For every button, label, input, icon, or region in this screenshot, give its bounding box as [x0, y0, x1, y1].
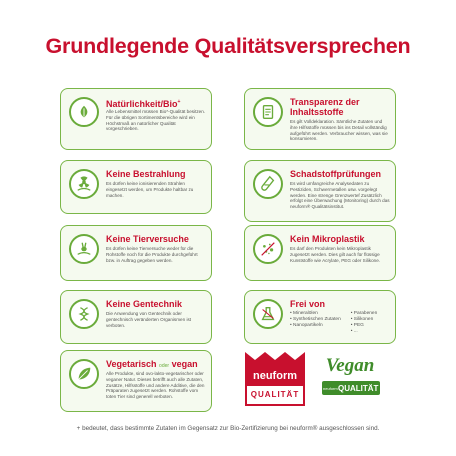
- vegan-badge: QUALITÄT: [338, 384, 379, 393]
- card-heading: Frei von: [290, 299, 326, 309]
- frei-von-list-right: [351, 311, 378, 335]
- checklist-icon: [253, 97, 283, 127]
- frei-von-lists: [290, 311, 391, 335]
- list-item: • Mineralölen: [290, 311, 341, 317]
- footnote: + bedeutet, dass bestimmte Zutaten im Gegensatz zur Bio-Zertifizierung bei neuform® ausgeschlossen sind.: [76, 425, 380, 432]
- card-text: Es wird umfangreiche Analysedaten zu Pestiziden, Schwermetallen usw. vorgelegt werden. Eine strenge Grenzwertef Zusätzlich erfolgt eine Überwachung (Monitoring) durch das neuform® Qualitätsinstitut.: [290, 181, 390, 210]
- card-text: Es gilt Volldeklaration. Sämtliche Zutaten und ihre Hilfsstoffe müssen bis ins Detail vollständig aufgeführt werden. Verbraucher wissen, was sie konsumieren.: [290, 119, 388, 142]
- card-heading: Keine Bestrahlung: [106, 169, 186, 179]
- card-mikroplastik: [244, 225, 396, 281]
- vegan-small: neuform: [323, 386, 338, 391]
- card-heading: Keine Tierversuche: [106, 234, 189, 244]
- card-heading: Schadstoffprüfungen: [290, 169, 381, 179]
- card-heading: Kein Mikroplastik: [290, 234, 365, 244]
- microplastic-icon: [253, 234, 283, 264]
- list-item: • Nanopartikeln: [290, 323, 341, 329]
- frei-von-list-left: [290, 311, 341, 335]
- card-tierversuche: [60, 225, 212, 281]
- card-heading: Transparenz der Inhaltsstoffe: [290, 97, 360, 117]
- leaf-drop-icon: [69, 97, 99, 127]
- neuform-badge: QUALITÄT: [250, 390, 300, 399]
- card-heading: Natürlichkeit/Bio+: [106, 99, 181, 109]
- list-item: • Silikonen: [351, 317, 378, 323]
- dna-icon: [69, 299, 99, 329]
- rabbit-hand-icon: [69, 234, 99, 264]
- card-freivon: [244, 290, 396, 344]
- card-schadstoff: [244, 160, 396, 222]
- list-item: • ...: [351, 329, 378, 335]
- radiation-hand-icon: [69, 169, 99, 199]
- test-tube-icon: [253, 169, 283, 199]
- leaf-icon: [69, 359, 99, 389]
- card-text: Es dürfen keine Tierversuche weder für die Rohstoffe noch für die Produkte durchgeführt bzw. in Auftrag gegeben werden.: [106, 246, 198, 263]
- card-text: Es dürfen keine ionisierenden Strahlen eingesetzt werden, um Produkte haltbar zu machen.: [106, 181, 194, 198]
- card-text: Es darf den Produkten kein Mikroplastik zugesetzt werden. Dies gilt auch für flüssige Kunststoffe wie Acrylate, PEG oder Silikone.: [290, 246, 381, 263]
- card-heading: Vegetarisch oder vegan: [106, 359, 198, 369]
- neuform-brand: neuform: [253, 370, 297, 382]
- card-text: Alle Lebensmittel müssen Bio*-Qualität besitzen. Für die übrigen Sortimentsbereiche wird ein Höchstmaß an natürlicher Qualität vorgeschrieben.: [106, 109, 206, 132]
- card-heading: Keine Gentechnik: [106, 299, 183, 309]
- card-bestrahlung: [60, 160, 212, 214]
- vegan-quality-logo: [318, 355, 382, 401]
- vegan-word: Vegan: [325, 355, 375, 376]
- list-item: • Synthetischen Zutaten: [290, 317, 341, 323]
- flask-icon: [253, 299, 283, 329]
- card-transparenz: [244, 88, 396, 150]
- card-bio: [60, 88, 212, 150]
- card-text: Alle Produkte, sind ovo-lakto-vegetarischer oder veganer Natur. Dieses betrifft auch alle Zutaten, Zusätze, Hilfsstoffe und andere Additive, die den Präparaten zugesetzt werden. Rohstoffe vom toten Tier sind generell verboten.: [106, 371, 205, 400]
- list-item: • PEG: [351, 323, 378, 329]
- page-title: Grundlegende Qualitätsversprechen: [45, 34, 411, 58]
- list-item: • Parabenen: [351, 311, 378, 317]
- card-vegan: [60, 350, 212, 412]
- card-text: Die Anwendung von Gentechnik oder gentechnisch veränderten Organismen ist verboten.: [106, 311, 192, 328]
- neuform-logo: [245, 352, 305, 406]
- card-gentechnik: [60, 290, 212, 344]
